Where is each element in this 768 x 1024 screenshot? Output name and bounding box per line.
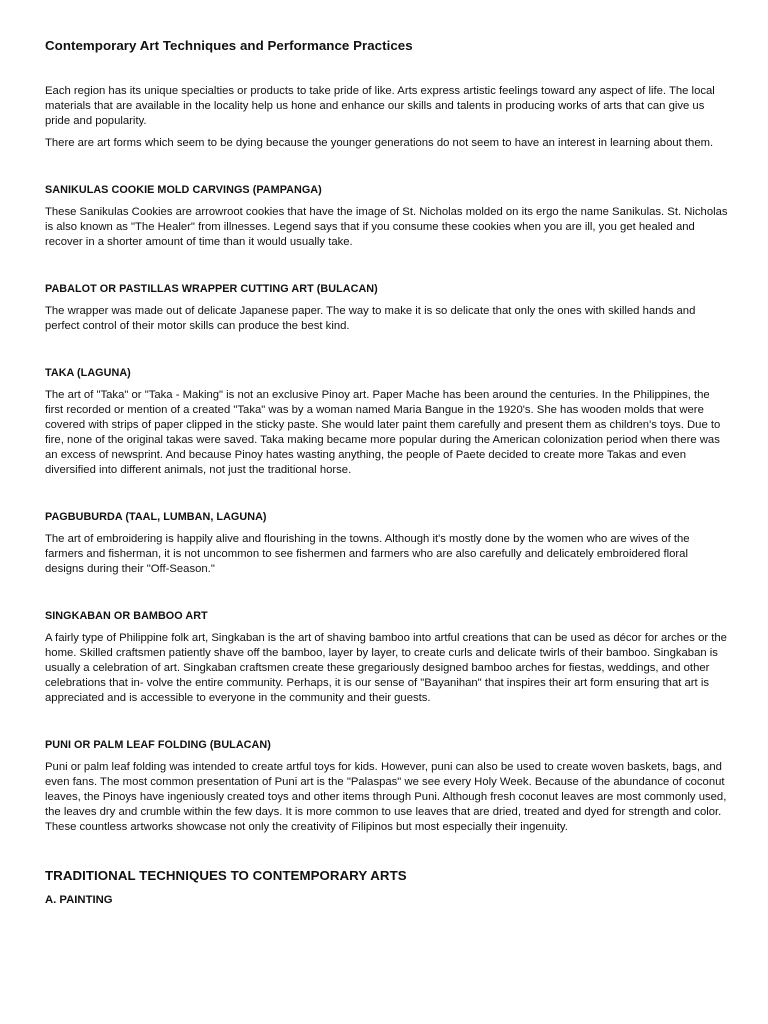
section-heading: SANIKULAS COOKIE MOLD CARVINGS (PAMPANGA) xyxy=(45,184,322,196)
section-pagbuburda xyxy=(45,510,728,577)
section-heading: PAGBUBURDA (TAAL, LUMBAN, LAGUNA) xyxy=(45,511,267,523)
section-body: A fairly type of Philippine folk art, Singkaban is the art of shaving bamboo into artful creations that can be used as décor for arches or the home. Skilled craftsmen patiently shave off the bamboo, layer by layer, to create curls and delicate twirls of their bamboo. Singkaban is usually a celebration of art. Singkaban craftsmen create these gregariously designed bamboo arches for fiestas, weddings, and other celebrations that in- volve the entire community. Perhaps, it is our sense of "Bayanihan" that inspires their art form ensuring that art is appreciated and is accessible to everyone in the community and their guests. xyxy=(45,632,727,704)
intro-paragraph: There are art forms which seem to be dying because the younger generations do not seem to have an interest in learning about them. xyxy=(45,137,714,149)
section-taka xyxy=(45,366,728,478)
section-sanikulas xyxy=(45,183,728,250)
section-pabalot xyxy=(45,282,728,334)
section-puni xyxy=(45,738,728,835)
section-body: The art of "Taka" or "Taka - Making" is not an exclusive Pinoy art. Paper Mache has been around the centuries. In the Philippines, the first recorded or mention of a created "Taka" was by a woman named Maria Bangue in the 1920's. She has wooden molds that were covered with strips of paper clipped in the sticky paste. She would later paint them carefully and present them as children's toys. Due to fire, none of the original takas were saved. Taka making became more popular during the American colonization period when there was an excess of newsprint. And because Pinoy hates wasting anything, the people of Paete decided to create more Takas and even diversified into different animals, not just the traditional horse. xyxy=(45,389,721,476)
section-singkaban xyxy=(45,609,728,706)
intro-block xyxy=(45,84,728,151)
section-heading: TAKA (LAGUNA) xyxy=(45,367,131,379)
section-heading: PABALOT OR PASTILLAS WRAPPER CUTTING ART (BULACAN) xyxy=(45,283,378,295)
section-body: The wrapper was made out of delicate Japanese paper. The way to make it is so delicate that only the ones with skilled hands and perfect control of their motor skills can produce the best kind. xyxy=(45,305,696,332)
section-body: Puni or palm leaf folding was intended to create artful toys for kids. However, puni can also be used to create woven baskets, bags, and even fans. The most common presentation of Puni art is the "Palaspas" we see every Holy Week. Because of the abundance of coconut leaves, the Pinoys have ingeniously created toys and other items through Puni. Although fresh coconut leaves are most commonly used, the leaves dry and crumble within the few days. It is more common to use leaves that are dried, treated and dyed for strength and color. These countless artworks showcase not only the creativity of Filipinos but most especially their ingenuity. xyxy=(45,761,727,833)
section-heading: PUNI OR PALM LEAF FOLDING (BULACAN) xyxy=(45,739,271,751)
section-body: The art of embroidering is happily alive and flourishing in the towns. Although it's mostly done by the women who are wives of the farmers and fisherman, it is not uncommon to see fishermen and farmers who are also carefully and delicately embroidered floral designs during their "Off-Season." xyxy=(45,533,690,575)
document-title: Contemporary Art Techniques and Performance Practices xyxy=(45,38,413,53)
section-body: These Sanikulas Cookies are arrowroot cookies that have the image of St. Nicholas molded on its ergo the name Sanikulas. St. Nicholas is also known as "The Healer" from illnesses. Legend says that if you consume these cookies when you are ill, you get healed and recover in a shorter amount of time than it would usually take. xyxy=(45,206,728,248)
major-heading: TRADITIONAL TECHNIQUES TO CONTEMPORARY ARTS xyxy=(45,868,407,883)
sub-heading: A. PAINTING xyxy=(45,894,113,906)
section-heading: SINGKABAN OR BAMBOO ART xyxy=(45,610,208,622)
intro-paragraph: Each region has its unique specialties or products to take pride of like. Arts express artistic feelings toward any aspect of life. The local materials that are available in the locality help us hone and enhance our skills and talents in producing works of arts that can give us pride and popularity. xyxy=(45,85,715,127)
